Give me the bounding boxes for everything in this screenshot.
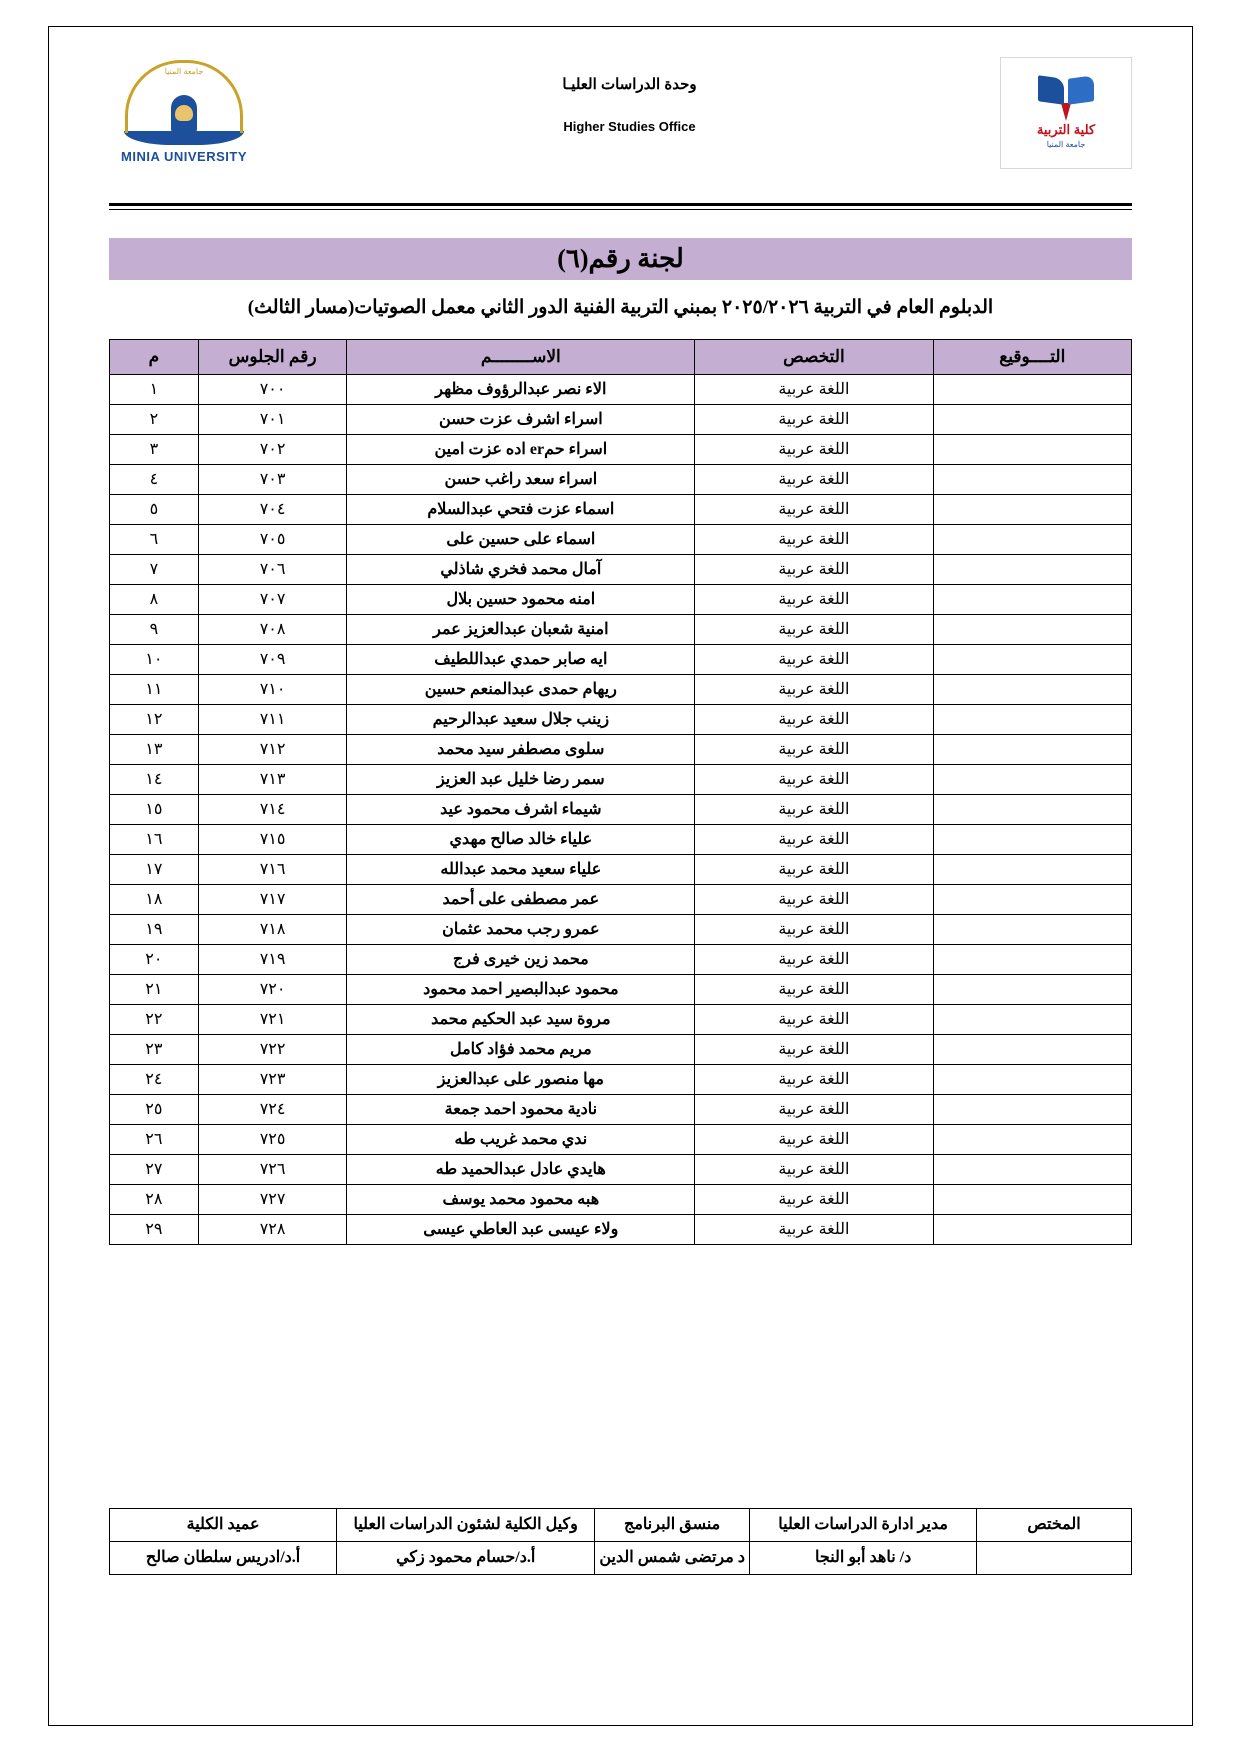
cell-index: ١٣ xyxy=(110,734,199,764)
signoff-name-3: أ.د/حسام محمود زكي xyxy=(337,1542,595,1575)
signoff-role-4: عميد الكلية xyxy=(110,1509,337,1542)
cell-name: الاء نصر عبدالرؤوف مظهر xyxy=(347,374,695,404)
cell-index: ٢٢ xyxy=(110,1004,199,1034)
cell-seat-number: ٧٢٥ xyxy=(198,1124,347,1154)
cell-specialization: اللغة عربية xyxy=(695,794,933,824)
table-row xyxy=(110,524,1132,554)
table-row xyxy=(110,1094,1132,1124)
cell-index: ١ xyxy=(110,374,199,404)
cell-seat-number: ٧٢٨ xyxy=(198,1214,347,1244)
cell-index: ١٨ xyxy=(110,884,199,914)
office-title-en: Higher Studies Office xyxy=(563,119,696,134)
table-row xyxy=(110,674,1132,704)
cell-signature xyxy=(933,494,1131,524)
signoff-name-0 xyxy=(977,1542,1132,1575)
signoff-names-row xyxy=(110,1542,1132,1575)
cell-index: ١٦ xyxy=(110,824,199,854)
signoff-block xyxy=(109,1508,1132,1575)
cell-seat-number: ٧٠٤ xyxy=(198,494,347,524)
students-table-body xyxy=(110,374,1132,1244)
signoff-role-1: مدير ادارة الدراسات العليا xyxy=(750,1509,977,1542)
cell-seat-number: ٧١٩ xyxy=(198,944,347,974)
book-wing-icon xyxy=(124,131,244,145)
cell-seat-number: ٧٢٦ xyxy=(198,1154,347,1184)
cell-name: نادية محمود احمد جمعة xyxy=(347,1094,695,1124)
cell-index: ١٤ xyxy=(110,764,199,794)
cell-specialization: اللغة عربية xyxy=(695,404,933,434)
cell-seat-number: ٧٠١ xyxy=(198,404,347,434)
cell-index: ٢٠ xyxy=(110,944,199,974)
cell-seat-number: ٧٢٤ xyxy=(198,1094,347,1124)
table-row xyxy=(110,944,1132,974)
cell-index: ٢٣ xyxy=(110,1034,199,1064)
cell-specialization: اللغة عربية xyxy=(695,704,933,734)
program-subtitle: الدبلوم العام في التربية ٢٠٢٥/٢٠٢٦ بمبني التربية الفنية الدور الثاني معمل الصوتيات(مسار الثالث) xyxy=(247,297,994,318)
cell-signature xyxy=(933,404,1131,434)
table-row xyxy=(110,614,1132,644)
table-row xyxy=(110,1184,1132,1214)
cell-name: علياء سعيد محمد عبدالله xyxy=(347,854,695,884)
cell-specialization: اللغة عربية xyxy=(695,464,933,494)
cell-signature xyxy=(933,1034,1131,1064)
table-row xyxy=(110,374,1132,404)
cell-specialization: اللغة عربية xyxy=(695,1154,933,1184)
cell-name: ريهام حمدى عبدالمنعم حسين xyxy=(347,674,695,704)
cell-index: ٢٨ xyxy=(110,1184,199,1214)
cell-specialization: اللغة عربية xyxy=(695,434,933,464)
cell-signature xyxy=(933,524,1131,554)
cell-specialization: اللغة عربية xyxy=(695,1124,933,1154)
column-header-signature: التــــوقيع xyxy=(933,339,1131,374)
header-divider xyxy=(109,203,1132,210)
cell-name: امنه محمود حسين بلال xyxy=(347,584,695,614)
cell-specialization: اللغة عربية xyxy=(695,944,933,974)
cell-seat-number: ٧٢٧ xyxy=(198,1184,347,1214)
cell-signature xyxy=(933,1184,1131,1214)
cell-specialization: اللغة عربية xyxy=(695,494,933,524)
cell-signature xyxy=(933,764,1131,794)
faculty-logo-name: كلية التربية xyxy=(1036,122,1096,138)
cell-name: زينب جلال سعيد عبدالرحيم xyxy=(347,704,695,734)
cell-seat-number: ٧٠٣ xyxy=(198,464,347,494)
cell-signature xyxy=(933,734,1131,764)
column-header-seat-number: رقم الجلوس xyxy=(198,339,347,374)
cell-seat-number: ٧١٥ xyxy=(198,824,347,854)
cell-name: هبه محمود محمد يوسف xyxy=(347,1184,695,1214)
cell-name: محمود عبدالبصير احمد محمود xyxy=(347,974,695,1004)
cell-seat-number: ٧٢٠ xyxy=(198,974,347,1004)
cell-specialization: اللغة عربية xyxy=(695,914,933,944)
university-logo xyxy=(109,57,259,167)
cell-specialization: اللغة عربية xyxy=(695,734,933,764)
table-row xyxy=(110,1064,1132,1094)
cell-name: سمر رضا خليل عبد العزيز xyxy=(347,764,695,794)
cell-name: ولاء عيسى عبد العاطي عيسى xyxy=(347,1214,695,1244)
cell-specialization: اللغة عربية xyxy=(695,674,933,704)
cell-specialization: اللغة عربية xyxy=(695,1214,933,1244)
cell-seat-number: ٧١٧ xyxy=(198,884,347,914)
university-logo-name: MINIA UNIVERSITY xyxy=(121,149,247,164)
cell-seat-number: ٧١٨ xyxy=(198,914,347,944)
table-row xyxy=(110,644,1132,674)
table-row xyxy=(110,404,1132,434)
cell-index: ٢٧ xyxy=(110,1154,199,1184)
table-row xyxy=(110,854,1132,884)
cell-seat-number: ٧٠٨ xyxy=(198,614,347,644)
signoff-name-1: د/ ناهد أبو النجا xyxy=(750,1542,977,1575)
cell-signature xyxy=(933,584,1131,614)
cell-index: ٢٤ xyxy=(110,1064,199,1094)
cell-name: امنية شعبان عبدالعزيز عمر xyxy=(347,614,695,644)
signoff-role-2: منسق البرنامج xyxy=(595,1509,750,1542)
committee-title: لجنة رقم(٦) xyxy=(109,238,1132,280)
cell-name: عمرو رجب محمد عثمان xyxy=(347,914,695,944)
table-row xyxy=(110,554,1132,584)
table-row xyxy=(110,884,1132,914)
cell-index: ٢٩ xyxy=(110,1214,199,1244)
column-header-index: م xyxy=(110,339,199,374)
university-logo-arabic: جامعة المنيا xyxy=(164,67,204,76)
table-row xyxy=(110,734,1132,764)
table-row xyxy=(110,1034,1132,1064)
table-row xyxy=(110,1124,1132,1154)
cell-specialization: اللغة عربية xyxy=(695,884,933,914)
cell-signature xyxy=(933,614,1131,644)
cell-specialization: اللغة عربية xyxy=(695,614,933,644)
cell-name: ايه صابر حمدي عبداللطيف xyxy=(347,644,695,674)
cell-name: محمد زين خيرى فرج xyxy=(347,944,695,974)
table-row xyxy=(110,824,1132,854)
table-header-row xyxy=(110,339,1132,374)
cell-seat-number: ٧٠٢ xyxy=(198,434,347,464)
signoff-name-2: د مرتضى شمس الدين xyxy=(595,1542,750,1575)
document-page xyxy=(48,26,1193,1726)
cell-specialization: اللغة عربية xyxy=(695,524,933,554)
cell-index: ٦ xyxy=(110,524,199,554)
cell-specialization: اللغة عربية xyxy=(695,1094,933,1124)
cell-signature xyxy=(933,434,1131,464)
table-row xyxy=(110,764,1132,794)
cell-specialization: اللغة عربية xyxy=(695,854,933,884)
signoff-role-3: وكيل الكلية لشئون الدراسات العليا xyxy=(337,1509,595,1542)
cell-seat-number: ٧٠٥ xyxy=(198,524,347,554)
cell-seat-number: ٧٢١ xyxy=(198,1004,347,1034)
faculty-logo-university: جامعة المنيا xyxy=(1046,139,1086,149)
cell-name: اسماء على حسين على xyxy=(347,524,695,554)
table-row xyxy=(110,1004,1132,1034)
cell-signature xyxy=(933,1064,1131,1094)
nefertiti-bust-icon xyxy=(171,95,197,133)
cell-name: سلوى مصطفر سيد محمد xyxy=(347,734,695,764)
cell-specialization: اللغة عربية xyxy=(695,1184,933,1214)
cell-signature xyxy=(933,1214,1131,1244)
cell-signature xyxy=(933,674,1131,704)
cell-name: ندي محمد غريب طه xyxy=(347,1124,695,1154)
cell-index: ٨ xyxy=(110,584,199,614)
table-row xyxy=(110,974,1132,1004)
cell-signature xyxy=(933,1004,1131,1034)
cell-seat-number: ٧١٦ xyxy=(198,854,347,884)
signoff-role-0: المختص xyxy=(977,1509,1132,1542)
cell-seat-number: ٧١٠ xyxy=(198,674,347,704)
cell-index: ٤ xyxy=(110,464,199,494)
table-row xyxy=(110,704,1132,734)
cell-name: مها منصور على عبدالعزيز xyxy=(347,1064,695,1094)
university-arch-icon xyxy=(125,60,243,133)
cell-signature xyxy=(933,794,1131,824)
cell-seat-number: ٧٠٧ xyxy=(198,584,347,614)
cell-signature xyxy=(933,554,1131,584)
table-row xyxy=(110,434,1132,464)
cell-name: اسراء حمer اده عزت امين xyxy=(347,434,695,464)
signoff-name-4: أ.د/ادريس سلطان صالح xyxy=(110,1542,337,1575)
cell-signature xyxy=(933,464,1131,494)
cell-seat-number: ٧١١ xyxy=(198,704,347,734)
table-row xyxy=(110,494,1132,524)
cell-signature xyxy=(933,824,1131,854)
cell-name: مروة سيد عبد الحكيم محمد xyxy=(347,1004,695,1034)
cell-specialization: اللغة عربية xyxy=(695,584,933,614)
cell-signature xyxy=(933,1094,1131,1124)
cell-signature xyxy=(933,944,1131,974)
cell-index: ٢٥ xyxy=(110,1094,199,1124)
cell-seat-number: ٧٢٣ xyxy=(198,1064,347,1094)
cell-seat-number: ٧٠٩ xyxy=(198,644,347,674)
header-titles xyxy=(259,57,1000,134)
cell-name: اسماء عزت فتحي عبدالسلام xyxy=(347,494,695,524)
cell-index: ١٠ xyxy=(110,644,199,674)
cell-name: آمال محمد فخري شاذلي xyxy=(347,554,695,584)
students-table xyxy=(109,339,1132,1245)
cell-index: ٢٦ xyxy=(110,1124,199,1154)
cell-index: ١٥ xyxy=(110,794,199,824)
column-header-specialization: التخصص xyxy=(695,339,933,374)
table-row xyxy=(110,914,1132,944)
cell-specialization: اللغة عربية xyxy=(695,974,933,1004)
cell-seat-number: ٧١٤ xyxy=(198,794,347,824)
table-row xyxy=(110,1154,1132,1184)
cell-seat-number: ٧١٣ xyxy=(198,764,347,794)
table-row xyxy=(110,584,1132,614)
cell-name: اسراء سعد راغب حسن xyxy=(347,464,695,494)
cell-signature xyxy=(933,854,1131,884)
cell-specialization: اللغة عربية xyxy=(695,824,933,854)
signoff-table xyxy=(109,1508,1132,1575)
table-row xyxy=(110,1214,1132,1244)
cell-specialization: اللغة عربية xyxy=(695,1004,933,1034)
table-row xyxy=(110,794,1132,824)
office-title-ar: وحدة الدراسات العليـا xyxy=(562,76,697,93)
cell-name: مريم محمد فؤاد كامل xyxy=(347,1034,695,1064)
cell-index: ٥ xyxy=(110,494,199,524)
cell-seat-number: ٧٠٦ xyxy=(198,554,347,584)
cell-specialization: اللغة عربية xyxy=(695,644,933,674)
cell-specialization: اللغة عربية xyxy=(695,764,933,794)
cell-name: اسراء اشرف عزت حسن xyxy=(347,404,695,434)
pen-nib-icon xyxy=(1061,103,1071,121)
cell-index: ٩ xyxy=(110,614,199,644)
cell-seat-number: ٧٢٢ xyxy=(198,1034,347,1064)
cell-signature xyxy=(933,374,1131,404)
document-header xyxy=(109,57,1132,197)
cell-specialization: اللغة عربية xyxy=(695,1034,933,1064)
cell-index: ١٩ xyxy=(110,914,199,944)
cell-name: علياء خالد صالح مهدي xyxy=(347,824,695,854)
cell-signature xyxy=(933,974,1131,1004)
cell-index: ١٢ xyxy=(110,704,199,734)
cell-index: ٢١ xyxy=(110,974,199,1004)
cell-signature xyxy=(933,914,1131,944)
cell-signature xyxy=(933,644,1131,674)
faculty-logo xyxy=(1000,57,1132,169)
signoff-roles-row xyxy=(110,1509,1132,1542)
cell-signature xyxy=(933,1154,1131,1184)
cell-index: ٣ xyxy=(110,434,199,464)
cell-index: ١١ xyxy=(110,674,199,704)
table-row xyxy=(110,464,1132,494)
column-header-name: الاســــــــم xyxy=(347,339,695,374)
cell-index: ٢ xyxy=(110,404,199,434)
cell-specialization: اللغة عربية xyxy=(695,554,933,584)
cell-specialization: اللغة عربية xyxy=(695,374,933,404)
cell-seat-number: ٧١٢ xyxy=(198,734,347,764)
cell-signature xyxy=(933,1124,1131,1154)
cell-signature xyxy=(933,704,1131,734)
cell-name: عمر مصطفى على أحمد xyxy=(347,884,695,914)
cell-name: شيماء اشرف محمود عيد xyxy=(347,794,695,824)
cell-index: ١٧ xyxy=(110,854,199,884)
cell-name: هايدي عادل عبدالحميد طه xyxy=(347,1154,695,1184)
open-book-icon xyxy=(1038,77,1094,103)
cell-index: ٧ xyxy=(110,554,199,584)
cell-specialization: اللغة عربية xyxy=(695,1064,933,1094)
cell-seat-number: ٧٠٠ xyxy=(198,374,347,404)
cell-signature xyxy=(933,884,1131,914)
